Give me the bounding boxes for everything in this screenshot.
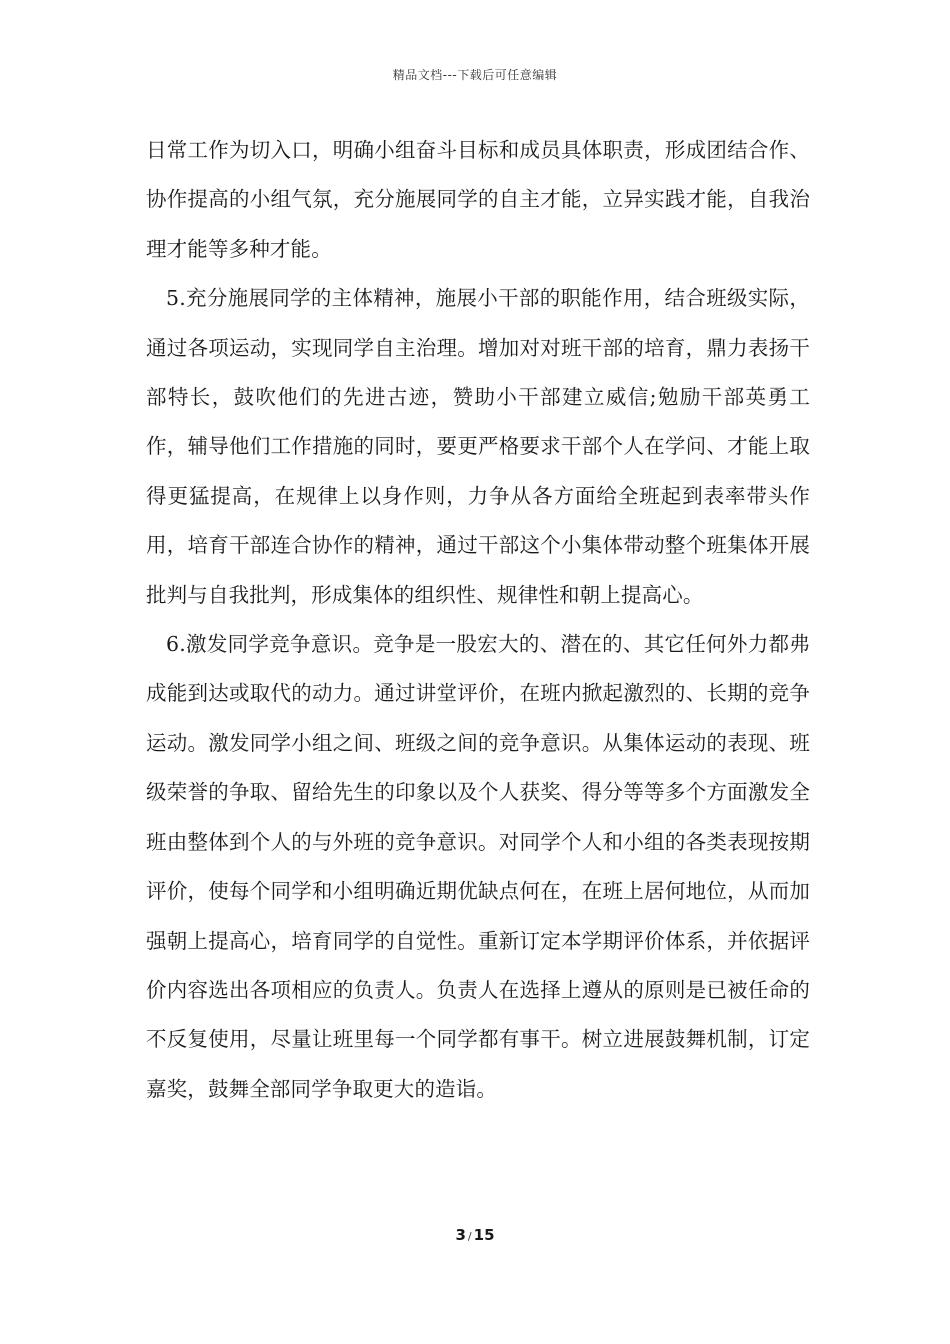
current-page-number: 3 bbox=[455, 1226, 466, 1244]
page-separator: / bbox=[467, 1230, 472, 1243]
document-body bbox=[146, 126, 810, 1114]
paragraph-item-6: 6.激发同学竞争意识。竞争是一股宏大的、潜在的、其它任何外力都弗成能到达或取代的动力。通过讲堂评价，在班内掀起激烈的、长期的竞争运动。激发同学小组之间、班级之间的竞争意识。从集体运动的表现、班级荣誉的争取、留给先生的印象以及个人获奖、得分等等多个方面激发全班由整体到个人的与外班的竞争意识。对同学个人和小组的各类表现按期评价，使每个同学和小组明确近期优缺点何在，在班上居何地位，从而加强朝上提高心，培育同学的自觉性。重新订定本学期评价体系，并依据评价内容选出各项相应的负责人。负责人在选择上遵从的原则是已被任命的不反复使用，尽量让班里每一个同学都有事干。树立进展鼓舞机制，订定嘉奖，鼓舞全部同学争取更大的造诣。 bbox=[146, 632, 810, 1101]
paragraph-item-5: 5.充分施展同学的主体精神，施展小干部的职能作用，结合班级实际，通过各项运动，实现同学自主治理。增加对对班干部的培育，鼎力表扬干部特长，鼓吹他们的先进古迹，赞助小干部建立威信;勉励干部英勇工作，辅导他们工作措施的同时，要更严格要求干部个人在学问、才能上取得更猛提高，在规律上以身作则，力争从各方面给全班起到表率带头作用，培育干部连合协作的精神，通过干部这个小集体带动整个班集体开展批判与自我批判，形成集体的组织性、规律性和朝上提高心。 bbox=[146, 286, 810, 607]
page-number bbox=[0, 1226, 950, 1244]
paragraph-continued: 日常工作为切入口，明确小组奋斗目标和成员具体职责，形成团结合作、协作提高的小组气氛，充分施展同学的自主才能，立异实践才能，自我治理才能等多种才能。 bbox=[146, 138, 810, 261]
page-header: 精品文档---下载后可任意编辑 bbox=[392, 68, 558, 82]
total-page-count: 15 bbox=[473, 1226, 495, 1244]
